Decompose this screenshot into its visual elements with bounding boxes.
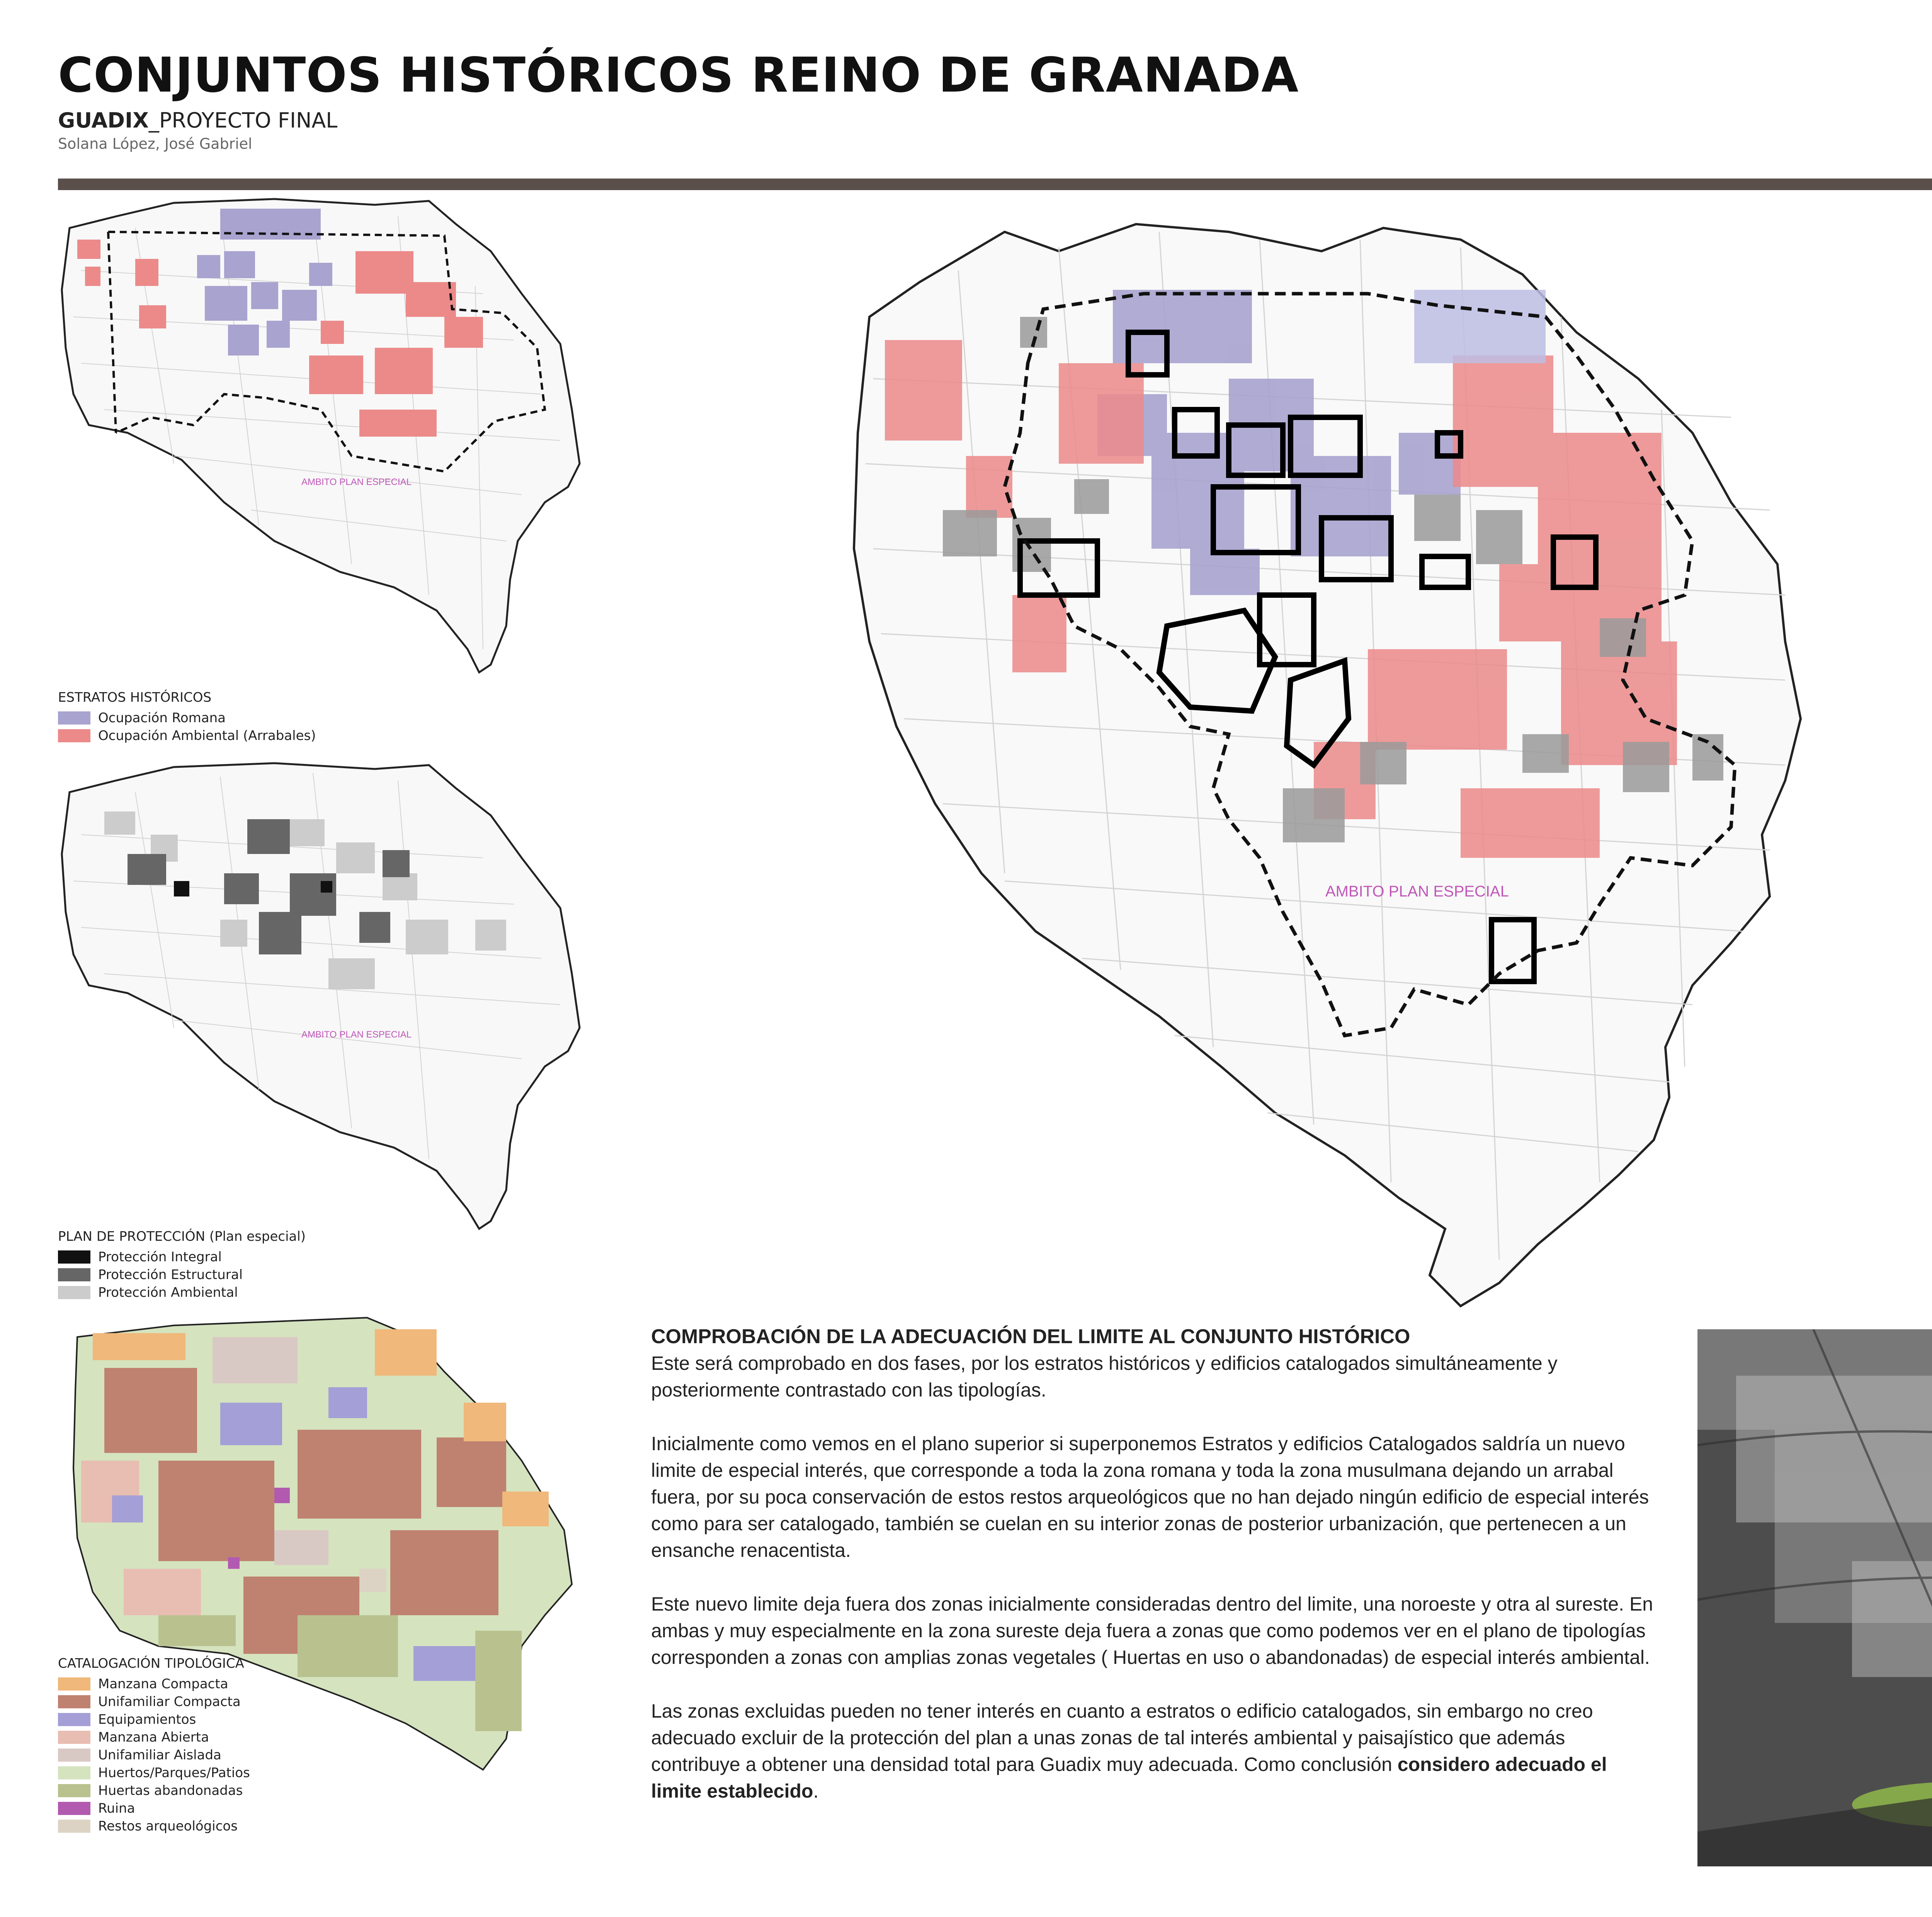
legend-label: Unifamiliar Compacta [98,1694,241,1709]
paragraph-1: Este será comprobado en dos fases, por los estratos históricos y edificios catalogados simultáneamente y posteriormente contrastado con las tipologías. [651,1352,1558,1401]
ruina-zone [228,1557,240,1569]
legend-label: Protección Ambiental [98,1285,238,1300]
huertas-abandonadas-zone [475,1631,522,1731]
legend-item [58,1266,306,1284]
roman-zone [1399,433,1461,495]
ambient-zone [139,305,166,328]
paragraph-3: Este nuevo limite deja fuera dos zonas inicialmente consideradas dentro del limite, una noroeste y otra al sureste. En ambas y muy especialmente en la zona sureste deja fuera a zonas que como podemos ver en el plano de tipologías corresponden a zonas con amplias zonas vegetales ( Huertas en uso o abandonadas) de especial interés ambiental. [651,1593,1653,1668]
legend-item [58,1728,250,1746]
unifamiliar-aislada-zone [213,1337,298,1383]
legend-swatch [58,1713,90,1726]
structural-protection-zone [224,873,259,904]
ambient-zone [355,251,413,294]
main-overlay-map [842,216,1870,1314]
conclusion-text [651,1323,1658,1832]
legend-item [58,1817,250,1835]
legend-swatch [58,729,90,742]
legend-item [58,1711,250,1728]
ambito-label: AMBITO PLAN ESPECIAL [301,1029,412,1040]
legend-swatch [58,1820,90,1833]
ruina-zone [274,1488,290,1503]
unifamiliar-compacta-zone [158,1461,274,1561]
strata-legend [58,690,316,745]
protected-building [1623,742,1669,792]
ambient-protection-zone [475,920,506,951]
paragraph-4-end: . [813,1780,819,1802]
unifamiliar-aislada-zone [274,1530,328,1565]
aerial-photo [1697,1329,1932,1866]
paragraph-4 [651,1698,1658,1805]
legend-swatch [58,1268,90,1281]
equipamientos-zone [328,1387,367,1418]
legend-swatch [58,1695,90,1708]
legend-swatch [58,1286,90,1299]
legend-label: Huertas abandonadas [98,1783,243,1798]
restos-zone [359,1569,386,1592]
legend-label: Huertos/Parques/Patios [98,1765,250,1781]
structural-protection-zone [383,850,410,877]
protection-map [58,757,599,1233]
town-name: GUADIX [58,108,149,133]
ambient-zone [406,282,456,317]
protected-building [1283,788,1345,842]
header-rule [58,179,1932,190]
roman-zone [309,263,332,286]
legend-swatch [58,1677,90,1691]
legend-label: Unifamiliar Aislada [98,1747,221,1763]
legend-swatch [58,711,90,725]
roman-zone [197,255,220,278]
unifamiliar-compacta-zone [104,1368,197,1453]
legend-label: Restos arqueológicos [98,1818,238,1834]
integral-protection-zone [174,881,189,896]
conclusion-highlight: considero adecuado el limite establecido [651,1754,1607,1802]
subtitle-rest: _PROYECTO FINAL [148,108,338,133]
ambient-zone [966,456,1012,518]
legend-swatch [58,1250,90,1264]
ambient-zone [77,240,100,259]
roman-zone [1291,456,1391,556]
roman-zone [1113,290,1252,363]
ambient-protection-zone [328,958,375,989]
protected-building [1600,618,1646,657]
legend-label: Manzana Compacta [98,1676,228,1692]
roman-zone [1190,549,1260,595]
ambient-zone [309,356,363,394]
legend-item [58,1800,250,1817]
authors: Solana López, José Gabriel [58,135,252,152]
roman-zone [205,286,247,321]
legend-swatch [58,1766,90,1779]
protected-building [943,510,997,556]
protected-building [1414,495,1461,541]
huertas-abandonadas-zone [158,1615,236,1646]
protected-building [1074,479,1109,514]
structural-protection-zone [259,912,301,954]
legend-label: Protección Integral [98,1249,222,1265]
unifamiliar-compacta-zone [437,1437,506,1507]
ambient-protection-zone [336,842,375,873]
ambient-zone [1059,363,1144,464]
ambient-zone [85,267,100,286]
legend-item [58,1764,250,1782]
legend-item [58,727,316,745]
manzana-compacta-zone [375,1329,437,1376]
legend-item [58,1248,306,1266]
legend-label: Manzana Abierta [98,1730,209,1745]
legend-item [58,1693,250,1711]
manzana-compacta-zone [502,1492,549,1526]
structural-protection-zone [359,912,390,943]
legend-label: Ruina [98,1801,135,1816]
protection-legend [58,1229,306,1301]
typology-legend-title: CATALOGACIÓN TIPOLÓGICA [58,1656,244,1671]
ambient-zone [359,410,437,437]
ambient-protection-zone [383,873,417,900]
strata-map [58,193,599,680]
ambient-protection-zone [220,920,247,947]
manzana-compacta-zone [93,1333,185,1360]
protection-legend-title: PLAN DE PROTECCIÓN (Plan especial) [58,1229,306,1244]
legend-swatch [58,1731,90,1744]
protected-building [1360,742,1406,784]
unifamiliar-compacta-zone [390,1530,498,1615]
legend-label: Protección Estructural [98,1267,243,1283]
legend-item [58,1675,250,1693]
ambient-zone [1012,595,1066,672]
ambito-label: AMBITO PLAN ESPECIAL [301,477,412,487]
equipamientos-zone [112,1495,143,1522]
ambient-zone [321,321,344,344]
legend-label: Ocupación Ambiental (Arrabales) [98,728,316,743]
ambient-zone [1538,433,1662,572]
equipamientos-zone [413,1646,475,1681]
page-title: CONJUNTOS HISTÓRICOS REINO DE GRANADA [58,48,1299,103]
unifamiliar-compacta-zone [298,1430,421,1519]
integral-protection-zone [321,881,332,893]
roman-zone [224,251,255,278]
roman-zone [251,282,278,309]
legend-label: Ocupación Romana [98,710,226,726]
legend-item [58,1746,250,1764]
roman-zone [267,321,290,348]
ambito-label: AMBITO PLAN ESPECIAL [1325,883,1509,900]
huertas-abandonadas-zone [298,1615,398,1677]
typology-legend [58,1656,250,1835]
roman-zone [228,325,259,356]
ambient-zone [1368,649,1507,750]
ambient-zone [444,317,483,348]
protected-building [1522,734,1569,773]
ambient-protection-zone [290,819,325,846]
legend-swatch [58,1802,90,1815]
roman-zone [1414,290,1546,363]
ambient-protection-zone [104,811,135,835]
structural-protection-zone [128,854,166,885]
structural-protection-zone [247,819,290,854]
roman-zone [282,290,317,321]
structural-protection-zone [290,873,336,916]
paragraph-2: Inicialmente como vemos en el plano superior si superponemos Estratos y edificios Catalogados saldría un nuevo limite de especial interés, que corresponde a toda la zona romana y toda la zona musulmana dejando un arrabal fuera, por su poca conservación de estos restos arqueológicos que no han dejado ningún edificio de especial interés como para ser catalogado, también se cuelan en su interior zonas de posterior urbanización, que pertenecen a un ensanche renacentista. [651,1433,1649,1561]
legend-label: Equipamientos [98,1712,196,1727]
manzana-compacta-zone [464,1403,506,1441]
legend-item [58,709,316,727]
equipamientos-zone [220,1403,282,1445]
ambient-zone [135,259,158,286]
project-subtitle [58,108,337,133]
manzana-abierta-zone [124,1569,201,1615]
legend-swatch [58,1784,90,1797]
ambient-zone [1461,788,1600,858]
legend-item [58,1782,250,1800]
paragraph-4-text: Las zonas excluidas pueden no tener interés en cuanto a estratos o edificio catalogados, sin embargo no creo adecuado excluir de la protección del plan a unas zonas de tal interés ambiental y paisajístico que además contribuye a obtener una densidad total para Guadix muy adecuada. Como conclusión [651,1700,1593,1775]
legend-swatch [58,1749,90,1762]
strata-legend-title: ESTRATOS HISTÓRICOS [58,690,212,705]
ambient-zone [375,348,433,394]
ambient-zone [885,340,962,441]
legend-item [58,1284,306,1301]
protected-building [1476,510,1522,564]
ambient-protection-zone [406,920,448,954]
section-heading: COMPROBACIÓN DE LA ADECUACIÓN DEL LIMITE AL CONJUNTO HISTÓRICO [651,1325,1410,1348]
